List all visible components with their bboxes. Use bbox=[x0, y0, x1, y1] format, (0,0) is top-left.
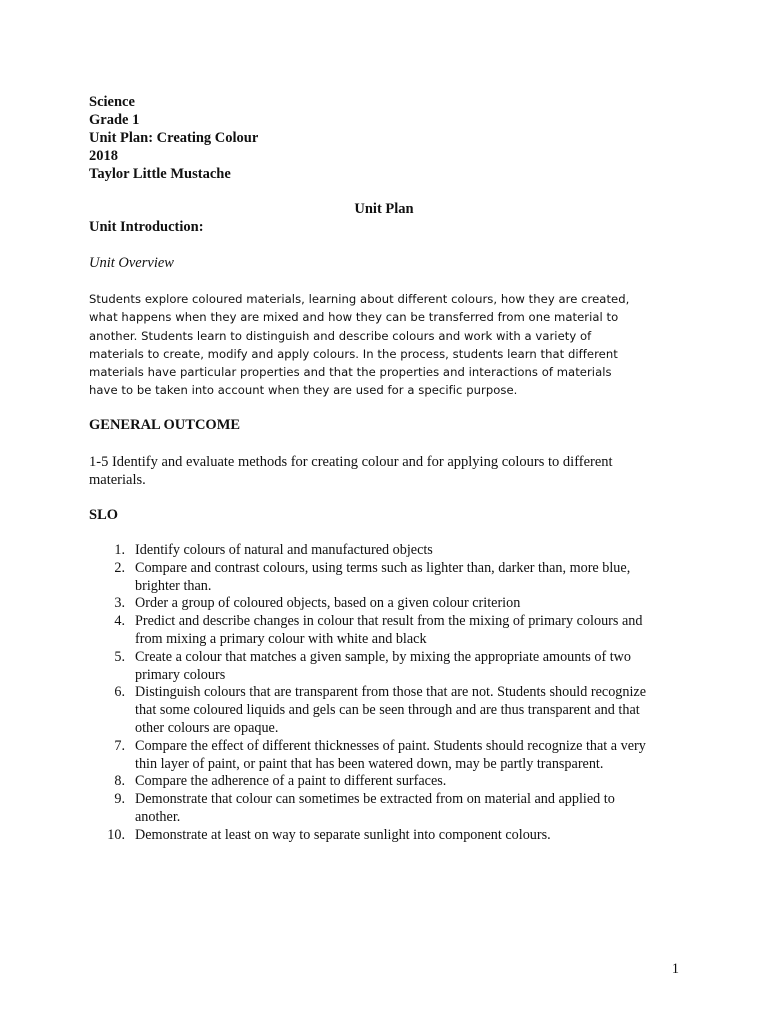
list-item-text: Order a group of coloured objects, based on a given colour criterion bbox=[135, 595, 521, 612]
overview-line: have to be taken into account when they are used for a specific purpose. bbox=[89, 383, 518, 398]
list-item-text: from mixing a primary colour with white and black bbox=[135, 630, 427, 647]
list-item-text: Distinguish colours that are transparent from those that are not. Students should recognize bbox=[135, 684, 647, 701]
list-item-text: other colours are opaque. bbox=[135, 719, 279, 736]
slo-list bbox=[89, 542, 689, 845]
overview-line: materials to create, modify and apply colours. In the process, students learn that different bbox=[89, 346, 618, 361]
list-item-number: 2. bbox=[114, 559, 125, 576]
list-item-text: thin layer of paint, or paint that has been watered down, may be partly transparent. bbox=[135, 755, 604, 772]
unit-plan-line: Unit Plan: Creating Colour bbox=[89, 130, 259, 146]
page-title-text: Unit Plan bbox=[354, 201, 414, 217]
overview-line: what happens when they are mixed and how they can be transferred from one material to bbox=[89, 310, 619, 325]
list-item-text: Identify colours of natural and manufactured objects bbox=[135, 542, 433, 558]
list-item bbox=[89, 595, 689, 613]
list-item-text: Create a colour that matches a given sample, by mixing the appropriate amounts of two bbox=[135, 648, 632, 665]
unit-overview-heading: Unit Overview bbox=[89, 255, 174, 271]
unit-overview-paragraph bbox=[89, 290, 689, 400]
outcome-line: 1-5 Identify and evaluate methods for creating colour and for applying colours to different bbox=[89, 454, 613, 470]
list-item-text: Compare the adherence of a paint to different surfaces. bbox=[135, 773, 447, 790]
list-item bbox=[89, 542, 689, 560]
subject-line: Science bbox=[89, 94, 135, 110]
overview-line: materials have particular properties and that the properties and interactions of materials bbox=[89, 365, 612, 380]
unit-introduction-heading: Unit Introduction: bbox=[89, 219, 204, 235]
list-item-number: 8. bbox=[114, 773, 125, 790]
author-line: Taylor Little Mustache bbox=[89, 166, 231, 182]
list-item bbox=[89, 773, 689, 791]
list-item-text: Compare and contrast colours, using terms such as lighter than, darker than, more blue, bbox=[135, 559, 631, 576]
list-item bbox=[89, 827, 689, 845]
list-item-number: 9. bbox=[114, 791, 125, 808]
list-item-number: 6. bbox=[114, 684, 125, 701]
list-item-text: that some coloured liquids and gels can be seen through and are thus transparent and that bbox=[135, 702, 640, 719]
list-item-text: Predict and describe changes in colour that result from the mixing of primary colours and bbox=[135, 613, 643, 630]
list-item-number: 1. bbox=[114, 542, 125, 558]
outcome-line: materials. bbox=[89, 472, 146, 488]
list-item-text: brighter than. bbox=[135, 577, 212, 594]
list-item bbox=[89, 738, 689, 774]
slo-heading: SLO bbox=[89, 507, 119, 523]
list-item-number: 3. bbox=[114, 595, 125, 612]
document-header bbox=[89, 93, 258, 183]
page-number: 1 bbox=[671, 961, 679, 977]
list-item bbox=[89, 649, 689, 685]
list-item bbox=[89, 791, 689, 827]
list-item-number: 4. bbox=[114, 613, 125, 630]
list-item bbox=[89, 613, 689, 649]
grade-line: Grade 1 bbox=[89, 112, 140, 128]
list-item-number: 7. bbox=[114, 737, 125, 754]
year-line: 2018 bbox=[89, 148, 118, 164]
list-item-text: Compare the effect of different thicknesses of paint. Students should recognize that a very bbox=[135, 737, 646, 754]
general-outcome-heading: GENERAL OUTCOME bbox=[89, 417, 241, 433]
list-item bbox=[89, 560, 689, 596]
general-outcome-text bbox=[89, 453, 649, 489]
list-item-number: 5. bbox=[114, 648, 125, 665]
list-item-text: another. bbox=[135, 808, 181, 825]
list-item bbox=[89, 684, 689, 737]
page-title bbox=[0, 201, 768, 218]
list-item-text: Demonstrate at least on way to separate sunlight into component colours. bbox=[135, 826, 551, 843]
overview-line: another. Students learn to distinguish and describe colours and work with a variety of bbox=[89, 328, 592, 343]
list-item-text: Demonstrate that colour can sometimes be extracted from on material and applied to bbox=[135, 791, 615, 808]
list-item-text: primary colours bbox=[135, 666, 226, 683]
list-item-number: 10. bbox=[107, 826, 125, 843]
overview-line: Students explore coloured materials, learning about different colours, how they are created, bbox=[89, 292, 630, 306]
